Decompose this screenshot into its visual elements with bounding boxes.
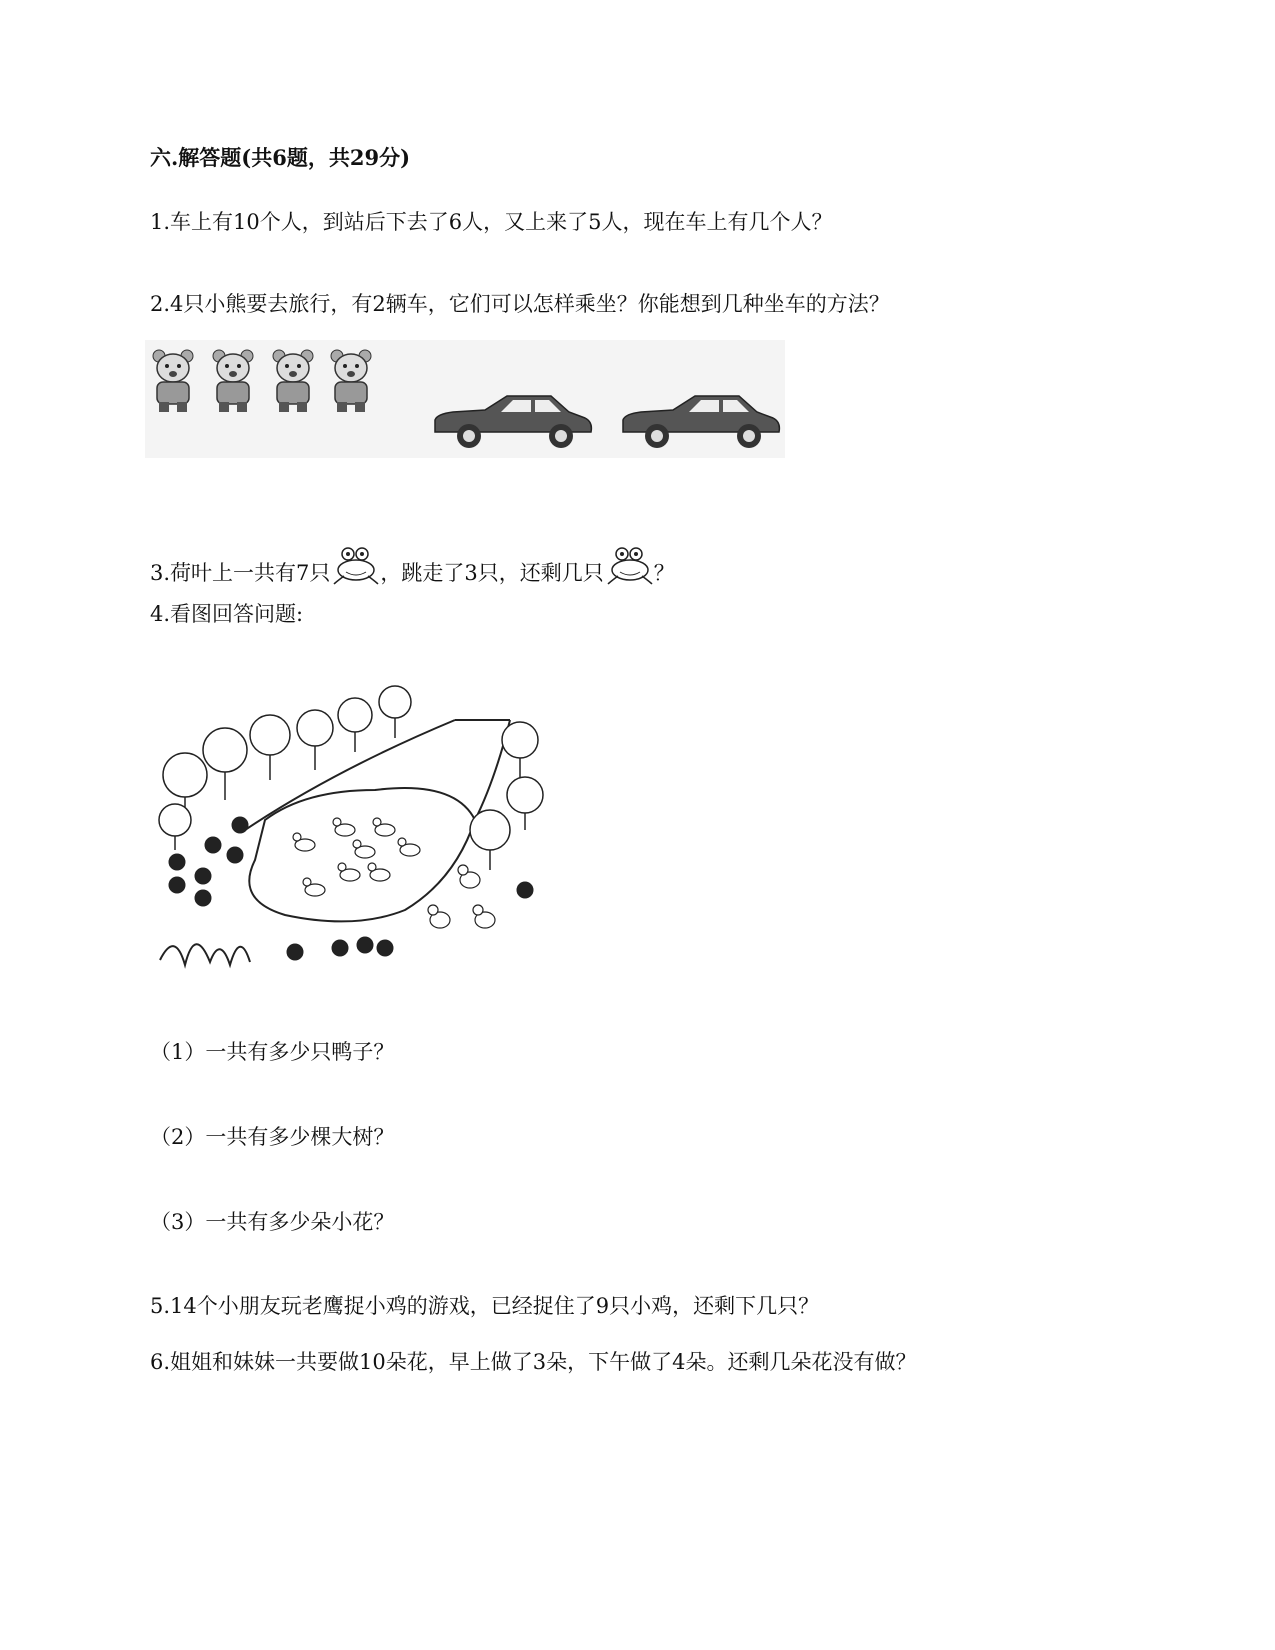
question-3-part3: ？ <box>653 561 675 585</box>
chick-icon <box>428 865 495 928</box>
question-4-sub-2: （2）一共有多少棵大树？ <box>150 1125 395 1149</box>
question-1: 1.车上有10个人，到站后下去了6人，又上来了5人，现在车上有几个人？ <box>150 210 833 234</box>
question-4-sub-1: （1）一共有多少只鸭子？ <box>150 1040 395 1064</box>
frog-icon <box>330 542 380 586</box>
pond-scene <box>155 680 575 990</box>
question-3-part2: ，跳走了3只，还剩几只 <box>380 561 604 585</box>
duck-icon <box>293 818 420 896</box>
bears-and-cars-illustration <box>145 340 785 458</box>
frog-icon <box>604 542 654 586</box>
question-4-title: 4.看图回答问题: <box>150 602 304 626</box>
question-3 <box>150 542 675 587</box>
section-title: 六.解答题(共6题，共29分) <box>150 145 411 170</box>
question-3-part1: 3.荷叶上一共有7只 <box>150 561 331 585</box>
question-4-sub-3: （3）一共有多少朵小花？ <box>150 1210 395 1234</box>
question-2: 2.4只小熊要去旅行，有2辆车，它们可以怎样乘坐？你能想到几种坐车的方法？ <box>150 292 890 316</box>
question-5: 5.14个小朋友玩老鹰捉小鸡的游戏，已经捉住了9只小鸡，还剩下几只？ <box>150 1294 820 1318</box>
question-6: 6.姐姐和妹妹一共要做10朵花，早上做了3朵，下午做了4朵。还剩几朵花没有做？ <box>150 1350 917 1374</box>
